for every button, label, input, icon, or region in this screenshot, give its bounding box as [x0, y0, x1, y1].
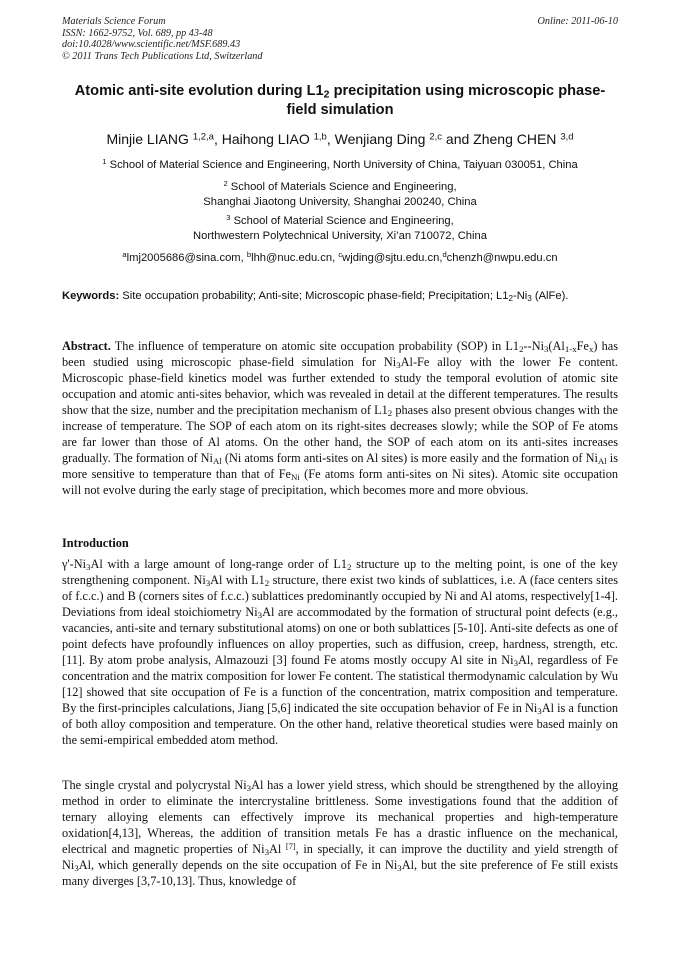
abstract-subscript: x — [588, 343, 594, 354]
abstract-subscript: 2 — [519, 343, 524, 354]
abstract-text: The influence of temperature on atomic site occupation probability (SOP) in L1 — [110, 339, 520, 353]
abstract-text: Al-Fe alloy with the lower Fe content. Microscopic phase-field kinetics model was further extended to study the temporal evolution of atomic site occupation and atomic anti-sites behavior, which was revealed in detail at the different temperatures. The results show that the size, number and the precipitation mechanism of L1 — [62, 355, 619, 417]
intro-subscript: 3 — [537, 705, 542, 716]
author-affiliation-mark: 2,c — [429, 131, 443, 143]
title-text: Atomic anti-site evolution during L1 — [74, 83, 324, 99]
author-name: Wenjiang Ding — [334, 131, 430, 147]
abstract-text: is more sensitive to temperature than that of Fe — [62, 451, 618, 481]
intro-text: , in specially, it can improve the ductility and yield strength of Ni — [62, 842, 618, 872]
intro-subscript: 2 — [264, 577, 270, 588]
journal-header — [62, 16, 618, 62]
intro-text: structure, there exist two kinds of sublattices, i.e. A (face centers sites of f.c.c.) and B (corners sites of f.c.c.) sublattices predominantly occupied by Ni and Al atoms, respectively[1-4]. Deviations from ideal stoichiometry Ni — [62, 573, 618, 619]
intro-paragraph-2 — [62, 777, 618, 889]
affiliation-text: School of Material Science and Engineering, — [233, 215, 454, 227]
intro-subscript: 3 — [264, 846, 270, 857]
affiliation-mark: 3 — [226, 213, 231, 223]
email-mark: d — [442, 250, 447, 260]
affiliation-mark: 1 — [102, 157, 107, 167]
keywords — [62, 289, 618, 303]
affiliation-text: School of Materials Science and Engineering, — [230, 181, 457, 193]
affiliation-3 — [56, 214, 624, 245]
keywords-subscript: 2 — [508, 293, 513, 303]
author-affiliation-mark: 1,2,a — [192, 131, 214, 143]
intro-text: Al, but the site preference of Fe still exists many diverges [3,7-10,13]. Thus, knowledge of — [62, 858, 618, 888]
intro-text: Al, which generally depends on the site occupation of Fe in Ni — [78, 858, 398, 872]
abstract-label: Abstract. — [62, 339, 111, 353]
email-address[interactable]: wjding@sjtu.edu.cn, — [342, 252, 443, 264]
keywords-text: (AlFe). — [534, 290, 569, 302]
section-heading-introduction: Introduction — [62, 536, 129, 550]
intro-text: The single crystal and polycrystal Ni — [62, 778, 247, 792]
author-list: Minjie LIANG $^{1,2,a}$, Haihong LIAO $^{1,b}$, Wenjiang Ding $^{2,c}$ and Zheng CHEN $^{3,d}$ — [106, 131, 574, 147]
keywords-subscript: 3 — [527, 293, 532, 303]
email-address[interactable]: lhh@nuc.edu.cn — [251, 252, 333, 264]
intro-text: Al, regardless of Fe concentration and the matrix composition for lower Fe content. The statistical thermodynamic calculation by Wu [12] showed that site occupation of Fe is a function of the concentration, matrix composition and temperature. By the first-principles calculations, Jiang [5,6] indicated the site occupation behavior of Fe in Ni — [62, 653, 619, 715]
journal-name: Materials Science Forum — [62, 16, 166, 27]
intro-subscript: 3 — [397, 862, 402, 873]
intro-paragraph-1 — [62, 556, 618, 748]
intro-text: Al has a lower yield stress, which should be strengthened by the alloying method in order to eliminate the intercrystaline brittleness. Some investigations found that the addition of ternary alloying elements can effectively improve its mechanical properties and high-temperature oxidation[4,13], Whereas, the addition of transition metals Fe has a drastic influence on the mechanical, electrical and magnetic properties of Ni — [62, 778, 618, 856]
intro-subscript: 3 — [86, 561, 91, 572]
intro-text: Al with a large amount of long-range order of L1 — [90, 557, 348, 571]
intro-text: Al are accommodated by the formation of structural point defects (e.g., vacancies, anti-site and ternary substitutional atoms) on one or both sublattices [5-10]. Anti-site defects as one of point defects have profoundly influences on alloy properties, such as diffusion, creep, hardness, strength, etc. [11]. By atom probe analysis, Almazouzi [3] found Fe atoms mostly occupy Al site in Ni — [62, 605, 619, 667]
email-mark: c — [338, 250, 343, 260]
abstract-subscript: 3 — [396, 359, 401, 370]
intro-subscript: 2 — [347, 561, 352, 572]
email-mark: a — [122, 250, 127, 260]
abstract-subscript: Ni — [291, 471, 300, 482]
abstract-text: (Ni atoms form anti-sites on Al sites) is more easily and the formation of Ni — [221, 451, 598, 465]
abstract-text: --Ni — [523, 339, 544, 353]
title-text-rest: precipitation using microscopic phase-field simulation — [286, 83, 606, 118]
author-name: Haihong LIAO — [221, 131, 314, 147]
online-date: Online: 2011-06-10 — [537, 16, 618, 27]
title-subscript: 2 — [323, 88, 330, 101]
intro-text: γ'-Ni — [62, 557, 87, 571]
abstract-text: (Fe atoms form anti-sites on Ni sites). Atomic site occupation will not evolve during the early stage of precipitation, which becomes more and more obvious. — [62, 467, 618, 497]
affiliation-2 — [56, 180, 624, 211]
email-address[interactable]: chenzh@nwpu.edu.cn — [446, 252, 558, 264]
intro-text: structure up to the melting point, is one of the key strengthening component. Ni — [62, 557, 618, 587]
paper-title — [62, 82, 618, 120]
intro-citation-superscript: [7] — [285, 841, 296, 851]
affiliation-mark: 2 — [223, 179, 228, 189]
author-emails: $^a$lmj2005686@sina.com, $^b$lhh@nuc.edu.cn, $^c$wjding@sjtu.edu.cn,$^d$chenzh@nwpu.edu.cn — [122, 250, 558, 264]
abstract-subscript: 2 — [387, 407, 393, 418]
abstract-subscript: Al — [597, 455, 607, 466]
author-affiliation-mark: 1,b — [313, 131, 327, 143]
affiliation-text: School of Material Science and Engineering, North University of China, Taiyuan 030051, China — [109, 159, 578, 171]
copyright-line: © 2011 Trans Tech Publications Ltd, Switzerland — [62, 50, 263, 62]
abstract-subscript: 1-x — [564, 343, 577, 354]
affiliation-1 — [56, 158, 624, 173]
affiliation-text: Shanghai Jiaotong University, Shanghai 200240, China — [203, 196, 477, 209]
abstract — [62, 338, 618, 498]
email-address[interactable]: lmj2005686@sina.com — [126, 252, 241, 264]
abstract-subscript: 3 — [544, 343, 549, 354]
intro-subscript: 3 — [246, 782, 252, 793]
email-mark: b — [246, 250, 252, 260]
keywords-text: Site occupation probability; Anti-site; Microscopic phase-field; Precipitation; L1 — [119, 290, 509, 302]
abstract-text: ) has been studied using microscopic phase-field simulation for Ni — [62, 339, 619, 369]
abstract-text: (Al — [548, 339, 565, 353]
intro-subscript: 3 — [205, 577, 211, 588]
abstract-text: Fe — [576, 339, 589, 353]
intro-subscript: 3 — [257, 609, 263, 620]
keywords-label: Keywords: — [62, 290, 120, 302]
intro-subscript: 3 — [513, 657, 518, 668]
intro-text: Al — [269, 842, 286, 856]
author-name: Zheng CHEN — [473, 131, 561, 147]
intro-text: Al is a function of both alloy composition and temperature. On the other hand, relative theoretical studies were based mainly on the semi-empirical embedded atom method. — [62, 701, 618, 747]
affiliation-text: Northwestern Polytechnical University, Xi’an 710072, China — [193, 230, 487, 243]
abstract-text: phases also present obvious changes with the increase of temperature. The SOP of each atom on its right-sites decreases slowly; while the SOP of Fe atoms are far lower than those of Al atoms. On the other hand, the SOP of each atom on its anti-sites increases gradually. The formation of Ni — [62, 403, 618, 465]
abstract-subscript: Al — [212, 455, 222, 466]
intro-text: Al with L1 — [210, 573, 265, 587]
author-name: Minjie LIANG — [106, 131, 193, 147]
keywords-text: -Ni — [512, 290, 528, 302]
intro-subscript: 3 — [74, 862, 79, 873]
doi-line: doi:10.4028/www.scientific.net/MSF.689.43 — [62, 39, 241, 51]
author-affiliation-mark: 3,d — [560, 131, 574, 143]
issn-line: ISSN: 1662-9752, Vol. 689, pp 43-48 — [62, 27, 213, 39]
